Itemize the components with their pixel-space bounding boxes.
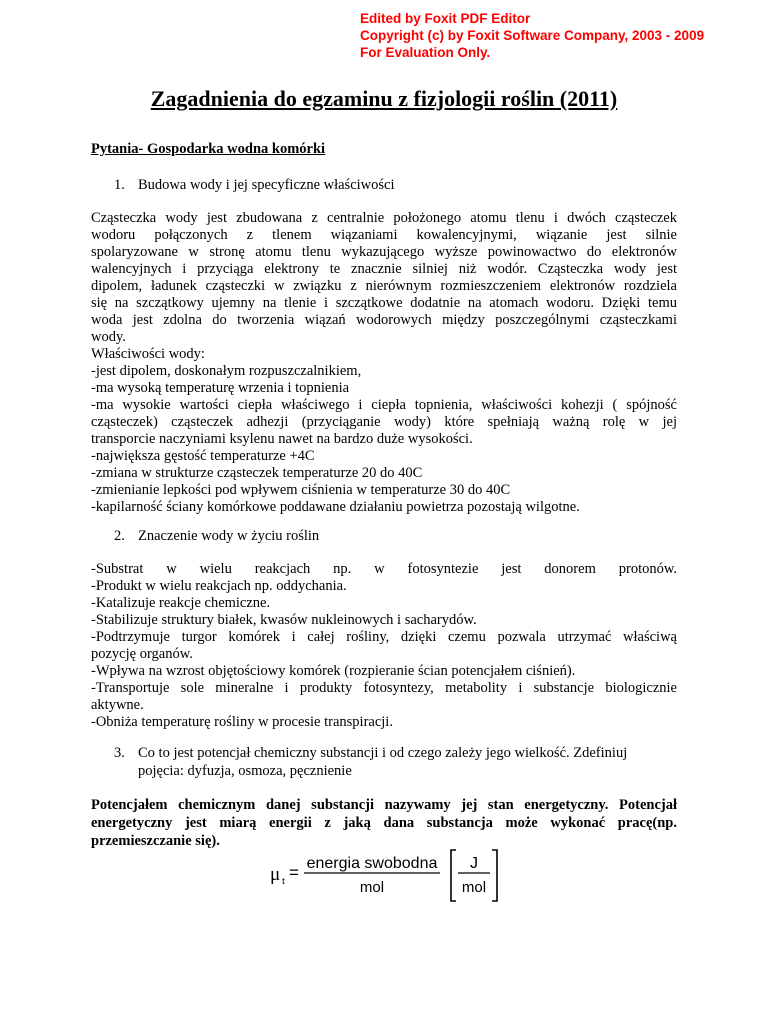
unit-denominator: mol: [461, 879, 487, 896]
right-bracket: [492, 850, 497, 901]
watermark-line-1: Edited by Foxit PDF Editor: [360, 11, 531, 26]
bold-line: energetyczny jest miarą energii z jaką dana substancja może wykonać pracę(np.: [91, 815, 677, 831]
list-item: -Substrat w wielu reakcjach np. w fotosyntezie jest donorem protonów.: [91, 561, 677, 577]
left-bracket: [451, 850, 456, 901]
paragraph-line: wody.: [91, 329, 126, 345]
bold-line: przemieszczanie się).: [91, 833, 220, 849]
property-item: cząsteczek) cząsteczek adhezji (przyciąganie wody) które spełniają ważną rolę w jej: [91, 414, 677, 430]
property-item: -największa gęstość temperaturze +4C: [91, 448, 315, 464]
question-2: [114, 527, 668, 545]
paragraph-chemical-potential: [91, 796, 677, 850]
paragraph-line: Cząsteczka wody jest zbudowana z centralnie położonego atomu tlenu i dwóch cząsteczek: [91, 210, 677, 226]
paragraph-line: dipolem, ładunek cząsteczki w związku z nierównym rozmieszczeniem elektronów rozdziela: [91, 278, 677, 294]
property-item: transporcie naczyniami ksylenu nawet na bardzo duże wysokości.: [91, 431, 473, 447]
list-item: -Produkt w wielu reakcjach np. oddychania.: [91, 578, 347, 594]
paragraph-line: woda jest zdolna do tworzenia wiązań wodorowych między poszczególnymi cząsteczkami: [91, 312, 677, 328]
question-1-text: Budowa wody i jej specyficzne właściwości: [138, 177, 395, 193]
question-1: [114, 176, 668, 194]
bold-line: Potencjałem chemicznym danej substancji nazywamy jej stan energetyczny. Potencjał: [91, 797, 677, 813]
question-3-number: 3.: [114, 745, 125, 761]
question-2-number: 2.: [114, 528, 125, 544]
question-3-line-1: Co to jest potencjał chemiczny substancji i od czego zależy jego wielkość. Zdefiniuj: [138, 745, 628, 761]
list-item: -Stabilizuje struktury białek, kwasów nukleinowych i sacharydów.: [91, 612, 477, 628]
question-3-text: [138, 744, 668, 780]
paragraph-line: się na szczątkowy ujemny na tlenie i szczątkowe dodatnie na atomach wodoru. Dzięki temu: [91, 295, 677, 311]
question-1-number: 1.: [114, 177, 125, 193]
properties-heading: Właściwości wody:: [91, 346, 205, 362]
question-3-line-2: pojęcia: dyfuzja, osmoza, pęcznienie: [138, 763, 352, 779]
paragraph-line: wodoru połączonych z tlenem wiązaniami kowalencyjnymi, wiązanie jest silnie: [91, 227, 677, 243]
section-heading: Pytania- Gospodarka wodna komórki: [91, 141, 326, 157]
question-2-text: Znaczenie wody w życiu roślin: [138, 528, 320, 544]
formula-subscript: t: [282, 875, 286, 887]
question-3: [114, 744, 668, 780]
formula-equals: =: [289, 863, 299, 882]
property-item: -jest dipolem, doskonałym rozpuszczalnikiem,: [91, 363, 362, 379]
list-item: aktywne.: [91, 697, 144, 713]
property-item: -zmiana w strukturze cząsteczek temperaturze 20 do 40C: [91, 465, 423, 481]
property-item: -ma wysokie wartości ciepła właściwego i ciepła topnienia, właściwości kohezji ( spójność: [91, 397, 677, 413]
watermark-line-2: Copyright (c) by Foxit Software Company, 2003 - 2009: [360, 28, 705, 43]
unit-numerator: J: [470, 855, 478, 872]
watermark-line-3: For Evaluation Only.: [360, 45, 491, 60]
list-item: -Obniża temperaturę rośliny w procesie transpiracji.: [91, 714, 393, 730]
list-item: pozycję organów.: [91, 646, 193, 662]
formula-denominator: mol: [359, 879, 385, 896]
chemical-potential-formula: [268, 848, 508, 904]
list-item: -Katalizuje reakcje chemiczne.: [91, 595, 271, 611]
list-item: -Wpływa na wzrost objętościowy komórek (rozpieranie ścian potencjałem ciśnień).: [91, 663, 576, 679]
formula-symbol: μ: [270, 864, 281, 885]
foxit-watermark: [360, 10, 704, 61]
paragraph-line: spolaryzowane w stronę atomu tlenu wykazującego wyższe powinowactwo do elektronów: [91, 244, 677, 260]
paragraph-line: walencyjnych i przyciąga elektrony te znacznie silniej niż wodór. Cząsteczka wody jest: [91, 261, 677, 277]
formula-numerator: energia swobodna: [306, 855, 438, 872]
paragraph-water-structure: [91, 210, 677, 516]
document-title: Zagadnienia do egzaminu z fizjologii roślin (2011): [150, 86, 618, 111]
list-item: -Podtrzymuje turgor komórek i całej rośliny, dzięki czemu pozwala utrzymać właściwą: [91, 629, 677, 645]
property-item: -ma wysoką temperaturę wrzenia i topnienia: [91, 380, 350, 396]
paragraph-water-importance: [91, 561, 677, 731]
list-item: -Transportuje sole mineralne i produkty fotosyntezy, metabolity i substancje biologicznie: [91, 680, 677, 696]
property-item: -kapilarność ściany komórkowe poddawane działaniu powietrza pozostają wilgotne.: [91, 499, 580, 515]
property-item: -zmienianie lepkości pod wpływem ciśnienia w temperaturze 30 do 40C: [91, 482, 511, 498]
